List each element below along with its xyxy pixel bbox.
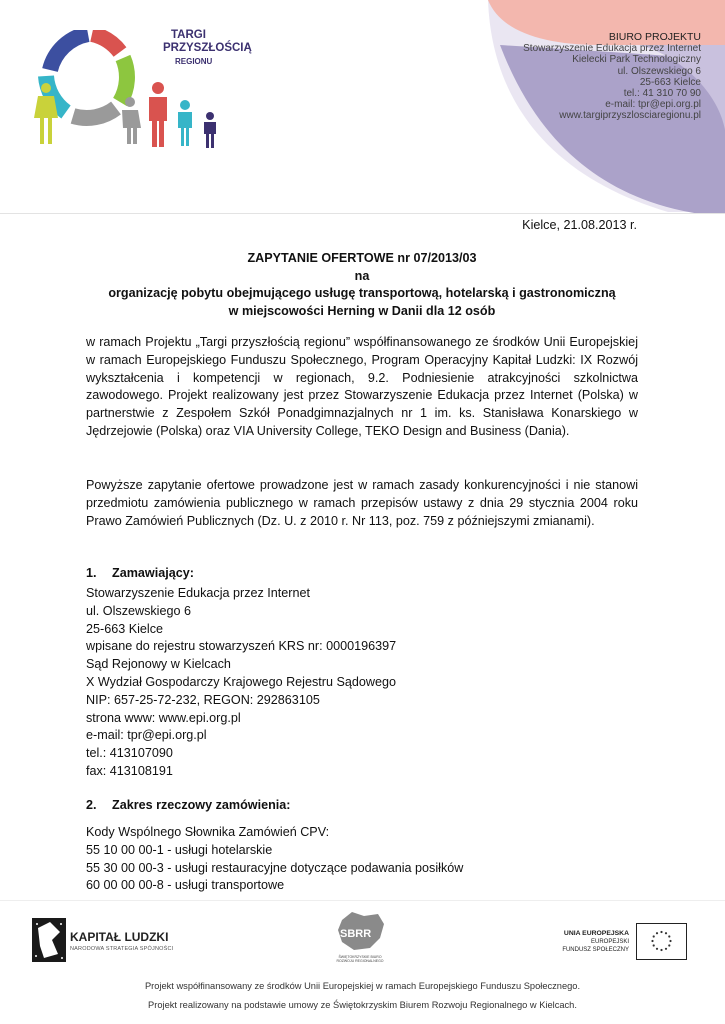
eu-sub1: EUROPEJSKI	[590, 939, 629, 945]
project-office-title: BIURO PROJEKTU	[608, 31, 701, 43]
section-1-content	[86, 585, 396, 781]
project-office-line: ul. Olszewskiego 6	[617, 65, 701, 77]
eu-text	[545, 930, 629, 954]
section-number: 1.	[86, 566, 97, 580]
kapital-ludzki-logo-icon	[32, 918, 66, 962]
eu-title: UNIA EUROPEJSKA	[563, 930, 629, 937]
title-line: ZAPYTANIE OFERTOWE nr 07/2013/03	[247, 251, 477, 265]
ordering-party-line: ul. Olszewskiego 6	[86, 603, 191, 618]
cpv-line: 60 00 00 00-8 - usługi transportowe	[86, 878, 285, 893]
ordering-party-line: Sąd Rejonowy w Kielcach	[86, 657, 231, 672]
sbrr-text: SBRR	[340, 928, 372, 940]
project-office-email[interactable]: e-mail: tpr@epi.org.pl	[605, 99, 701, 111]
project-office-line: tel.: 41 310 70 90	[623, 88, 701, 100]
footer-note-2: Projekt realizowany na podstawie umowy ze Świętokrzyskim Biurem Rozwoju Regionalnego w Kielcach.	[148, 1000, 577, 1010]
title-line: w miejscowości Herning w Danii dla 12 osób	[228, 303, 496, 318]
sbrr-subtitle: ŚWIĘTOKRZYSKIE BIURO ROZWOJU REGIONALNEGO	[336, 955, 384, 963]
header-divider	[0, 213, 725, 214]
document-date: Kielce, 21.08.2013 r.	[522, 218, 637, 232]
intro-paragraph: w ramach Projektu „Targi przyszłością regionu” współfinansowanego ze środków Unii Europejskiej w ramach Europejskiego Funduszu Społecznego, Program Operacyjny Kapitał Ludzki: IX Rozwój wykształcenia i kompetencji w regionach, 9.2. Podniesienie atrakcyjności szkolnictwa zawodowego. Projekt realizowany jest przez Stowarzyszenie Edukacja przez Internet (Polska) w partnerstwie z Zespołem Szkół Ponadgimnazjalnych nr 1 im. ks. Stanisława Konarskiego w Jędrzejowie (Polska) oraz VIA University College, TEKO Design and Business (Dania).	[86, 335, 638, 438]
document-title	[86, 250, 638, 320]
section-heading: Zakres rzeczowy zamówienia:	[112, 798, 291, 812]
section-2-content	[86, 824, 463, 895]
title-line: na	[354, 268, 370, 283]
ordering-party-line: NIP: 657-25-72-232, REGON: 292863105	[86, 692, 320, 707]
logo-line1: TARGI	[171, 29, 206, 41]
cpv-line: 55 30 00 00-3 - usługi restauracyjne dotyczące podawania posiłków	[86, 860, 464, 875]
title-line: organizację pobytu obejmującego usługę transportową, hotelarską i gastronomiczną	[108, 286, 616, 300]
ordering-party-line: tel.: 413107090	[86, 746, 173, 761]
ordering-party-line: Stowarzyszenie Edukacja przez Internet	[86, 586, 311, 600]
project-office-line: 25-663 Kielce	[639, 76, 701, 88]
cpv-line: 55 10 00 00-1 - usługi hotelarskie	[86, 842, 273, 857]
section-heading: Zamawiający:	[112, 566, 194, 580]
ordering-party-website[interactable]: strona www: www.epi.org.pl	[86, 710, 241, 725]
footer-note-1: Projekt współfinansowany ze środków Unii Europejskiej w ramach Europejskiego Funduszu Społecznego.	[144, 981, 581, 991]
section-number: 2.	[86, 798, 97, 812]
kapital-ludzki-text: KAPITAŁ LUDZKI	[70, 930, 169, 944]
kapital-ludzki-subtitle: NARODOWA STRATEGIA SPÓJNOŚCI	[70, 946, 174, 952]
ordering-party-email[interactable]: e-mail: tpr@epi.org.pl	[86, 728, 207, 743]
logo-text	[163, 29, 252, 68]
footer-divider	[0, 900, 725, 901]
project-office-website[interactable]: www.targiprzyszlosciaregionu.pl	[559, 110, 701, 122]
eu-sub2: FUNDUSZ SPOŁECZNY	[562, 947, 629, 953]
cpv-line: Kody Wspólnego Słownika Zamówień CPV:	[86, 825, 330, 839]
ordering-party-line: 25-663 Kielce	[86, 621, 164, 636]
legal-paragraph: Powyższe zapytanie ofertowe prowadzone jest w ramach zasady konkurencyjności i nie stanowi przedmiotu zamówienia publicznego w ramach przepisów ustawy z dnia 29 stycznia 2004 roku Prawo Zamówień Publicznych (Dz. U. z 2010 r. Nr 113, poz. 759 z późniejszymi zmianami).	[86, 478, 638, 528]
project-office-line: Kielecki Park Technologiczny	[572, 54, 701, 66]
ordering-party-line: X Wydział Gospodarczy Krajowego Rejestru Sądowego	[86, 674, 396, 689]
logo-line3: REGIONU	[175, 57, 213, 66]
ordering-party-line: fax: 413108191	[86, 763, 173, 778]
section-1-heading	[86, 566, 194, 580]
eu-flag-icon	[636, 923, 687, 960]
ordering-party-line: wpisane do rejestru stowarzyszeń KRS nr: 0000196397	[86, 639, 397, 654]
project-office-line: Stowarzyszenie Edukacja przez Internet	[523, 43, 701, 55]
project-office-info	[523, 32, 701, 122]
section-2-heading	[86, 798, 290, 812]
logo-line2: PRZYSZŁOŚCIĄ	[163, 42, 252, 54]
